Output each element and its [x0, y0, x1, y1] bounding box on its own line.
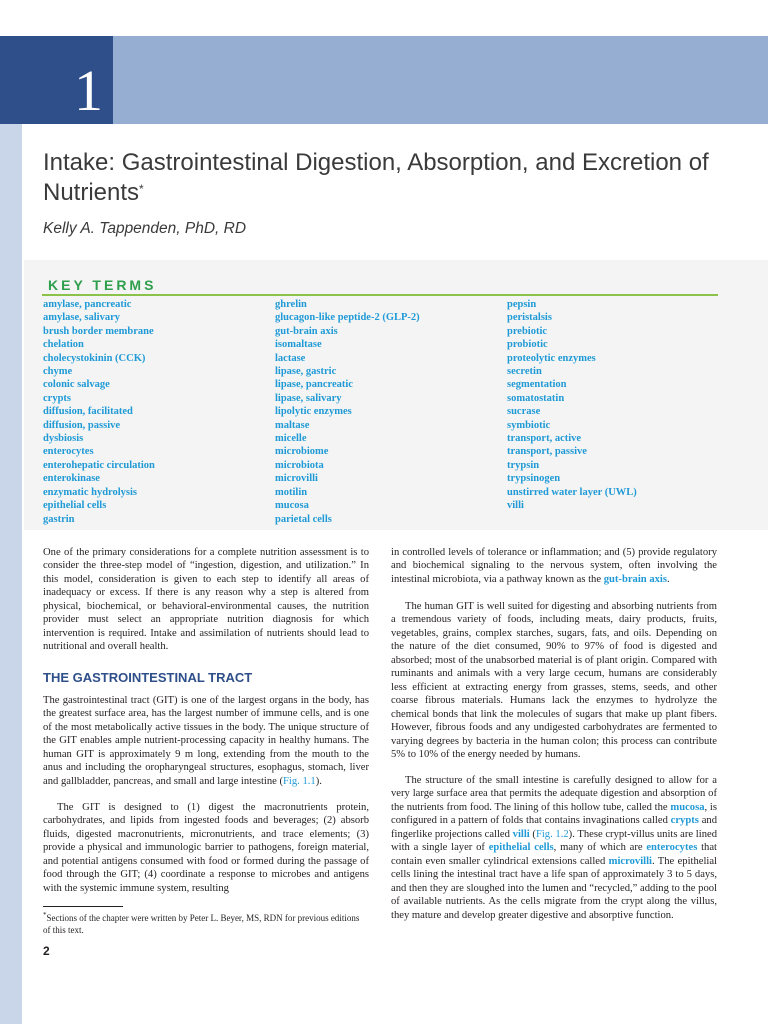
key-term: gastrin — [43, 513, 75, 525]
key-term: lipase, gastric — [275, 366, 337, 378]
key-term: microbiota — [275, 459, 324, 471]
key-term: parietal cells — [275, 513, 332, 525]
right-p3-text-d: ). These crypt-villus units are lined with a single layer of — [391, 828, 717, 854]
key-term: micelle — [275, 433, 307, 445]
key-term: glucagon-like peptide-2 (GLP-2) — [275, 312, 420, 324]
key-term: probiotic — [507, 339, 548, 351]
key-term: lipase, pancreatic — [275, 379, 353, 391]
chapter-number: 1 — [74, 58, 103, 123]
key-term: secretin — [507, 366, 542, 378]
key-term: enterocytes — [43, 446, 94, 458]
key-term: prebiotic — [507, 325, 548, 337]
key-term: chelation — [43, 339, 84, 351]
right-paragraph-3 — [391, 774, 717, 922]
title-footnote-marker: * — [139, 182, 144, 196]
key-term: proteolytic enzymes — [507, 352, 596, 364]
right-p1-text-a: in controlled levels of tolerance or inflammation; and (5) provide regulatory and biochemical signaling to the nervous system, often involving the intestinal microbiota, via a pathway known as the — [391, 547, 717, 585]
key-term: maltase — [275, 419, 310, 431]
key-term: transport, active — [507, 433, 582, 445]
right-p3-text-e: , many of which are — [553, 842, 647, 854]
right-p3-text-c2: ( — [529, 828, 536, 840]
right-p1-text-b: . — [666, 573, 670, 585]
key-term: mucosa — [275, 500, 309, 512]
key-term: sucrase — [507, 406, 541, 418]
chapter-number-block — [0, 36, 113, 124]
figure-link-1-2[interactable]: Fig. 1.2 — [535, 828, 569, 840]
key-term: amylase, pancreatic — [43, 299, 132, 310]
key-terms-column-3 — [507, 298, 637, 513]
top-margin — [0, 0, 768, 36]
page-number: 2 — [43, 944, 50, 958]
key-terms-rule — [42, 294, 718, 296]
git-p1-text-a: The gastrointestinal tract (GIT) is one of the largest organs in the body, has the greatest surface area, has the largest number of immune cells, and is one of the most metabolically active tissues in the body. The unique structure of the GIT enables ample nutrient-processing capacity in healthy humans. The human GIT is approximately 9 m long, extending from the mouth to the anus and including the oropharyngeal structures, esophagus, stomach, liver and gallbladder, pancreas, and small and large intestine ( — [43, 695, 369, 787]
right-paragraph-2: The human GIT is well suited for digesting and absorbing nutrients from a tremendous variety of foods, including meats, dairy products, fruits, vegetables, grains, complex starches, sugars, fats, and oils. Depending on the nature of the diet consumed, 90% to 97% of food is digested and absorbed; most of the unabsorbed material is of plant origin. Compared with ruminants and animals with a very large cecum, humans are considerably less efficient at extracting energy from grasses, stems, seeds, and other coarse fibrous materials. Humans lack the enzymes to hydrolyze the chemical bonds that link the molecules of sugars that make up plant fibers. However, fibrous foods and any undigested carbohydrates are fermented to varying degrees by bacteria in the human colon; this process can contribute 5% to 10% of the energy needed by humans. — [391, 601, 717, 760]
key-term: chyme — [43, 366, 73, 378]
git-p1-text-b: ). — [315, 775, 322, 787]
right-p3-text-b: , is configured in a pattern of folds that contains invaginations called — [391, 801, 717, 827]
term-villi[interactable]: villi — [512, 828, 530, 840]
key-term: trypsin — [507, 459, 540, 471]
term-microvilli[interactable]: microvilli — [608, 855, 652, 867]
key-term: diffusion, facilitated — [43, 406, 133, 418]
key-term: colonic salvage — [43, 379, 110, 391]
chapter-title-text: Intake: Gastrointestinal Digestion, Absorption, and Excretion of Nutrients — [43, 149, 709, 206]
key-term: microvilli — [275, 473, 318, 485]
footnote-marker: * — [43, 911, 47, 919]
right-paragraph-1 — [391, 546, 717, 586]
left-accent-bar — [0, 36, 22, 1024]
term-crypts[interactable]: crypts — [670, 815, 699, 827]
key-term: motilin — [275, 486, 308, 498]
footnote — [43, 910, 369, 936]
key-term: enterohepatic circulation — [43, 459, 155, 471]
key-term: lipase, salivary — [275, 392, 342, 404]
right-p3-text-a: The structure of the small intestine is carefully designed to allow for a very large surface area that permits the adequate digestion and absorption of the nutrients from food. The lining of this hollow tube, called the — [391, 775, 717, 813]
key-term: peristalsis — [507, 312, 552, 324]
key-term: trypsinogen — [507, 473, 561, 485]
term-gut-brain-axis[interactable]: gut-brain axis — [603, 573, 667, 585]
right-p3-text-g: . The epithelial cells lining the intestinal tract have a life span of approximately 3 to 5 days, and then they are sloughed into the lumen and “recycled,” adding to the pool of available nutrients. As the cells migrate from the crypt along the villus, they mature and develop greater digestive and absorptive function. — [391, 855, 717, 921]
key-term: brush border membrane — [43, 325, 154, 337]
key-term: transport, passive — [507, 446, 587, 458]
footnote-rule — [43, 906, 123, 907]
key-terms-heading: KEY TERMS — [48, 277, 157, 293]
git-paragraph-1 — [43, 694, 369, 788]
chapter-author: Kelly A. Tappenden, PhD, RD — [43, 220, 247, 237]
key-term: villi — [507, 500, 524, 512]
key-term: segmentation — [507, 379, 567, 391]
key-term: unstirred water layer (UWL) — [507, 486, 637, 498]
term-epithelial-cells[interactable]: epithelial cells — [488, 842, 554, 854]
key-term: dysbiosis — [43, 433, 84, 445]
chapter-title — [43, 148, 743, 208]
footnote-text: Sections of the chapter were written by Peter L. Beyer, MS, RDN for previous editions of this text. — [43, 913, 360, 935]
section-heading: THE GASTROINTESTINAL TRACT — [43, 670, 253, 685]
key-term: amylase, salivary — [43, 312, 120, 324]
key-term: ghrelin — [275, 299, 307, 310]
right-p3-text-c: and fingerlike projections called — [391, 815, 717, 840]
key-term: enzymatic hydrolysis — [43, 486, 138, 498]
key-term: crypts — [43, 392, 71, 404]
key-term: gut-brain axis — [275, 325, 338, 337]
key-term: microbiome — [275, 446, 329, 458]
key-term: somatostatin — [507, 392, 565, 404]
key-term: isomaltase — [275, 339, 322, 351]
key-term: diffusion, passive — [43, 419, 121, 431]
key-term: symbiotic — [507, 419, 551, 431]
key-term: pepsin — [507, 299, 537, 310]
key-term: enterokinase — [43, 473, 100, 485]
figure-link-1-1[interactable]: Fig. 1.1 — [283, 775, 316, 787]
git-paragraph-2: The GIT is designed to (1) digest the macronutrients protein, carbohydrates, and lipids from ingested foods and beverages; (2) absorb fluids, digested macronutrients, micronutrients, and trace elements; (3) provide a physical and immunologic barrier to pathogens, foreign material, and potential antigens consumed with food or formed during the passage of food through the GIT; (4) coordinate a response to microbes and antigens with the systemic immune system, resulting — [43, 802, 369, 894]
chapter-header-band — [113, 36, 768, 124]
right-p3-text-f: that contain even smaller cylindrical extensions called — [391, 842, 717, 867]
key-terms-column-1 — [43, 298, 155, 526]
key-term: lactase — [275, 352, 306, 364]
intro-paragraph: One of the primary considerations for a complete nutrition assessment is to consider the three-step model of “ingestion, digestion, and utilization.” In this model, consideration is given to each step to identify all areas of inadequacy or excess. If there is any reason why a step is altered from physical, biochemical, or behavioral-environmental causes, the nutrition provider must select an appropriate nutrition diagnosis for which intervention is required. Intake and assimilation of nutrients should lead to nutritional and overall health. — [43, 547, 369, 653]
key-term: lipolytic enzymes — [275, 406, 352, 418]
term-enterocytes[interactable]: enterocytes — [646, 842, 698, 854]
key-term: cholecystokinin (CCK) — [43, 352, 146, 364]
key-term: epithelial cells — [43, 500, 107, 512]
term-mucosa[interactable]: mucosa — [670, 801, 705, 813]
key-terms-column-2 — [275, 298, 420, 526]
